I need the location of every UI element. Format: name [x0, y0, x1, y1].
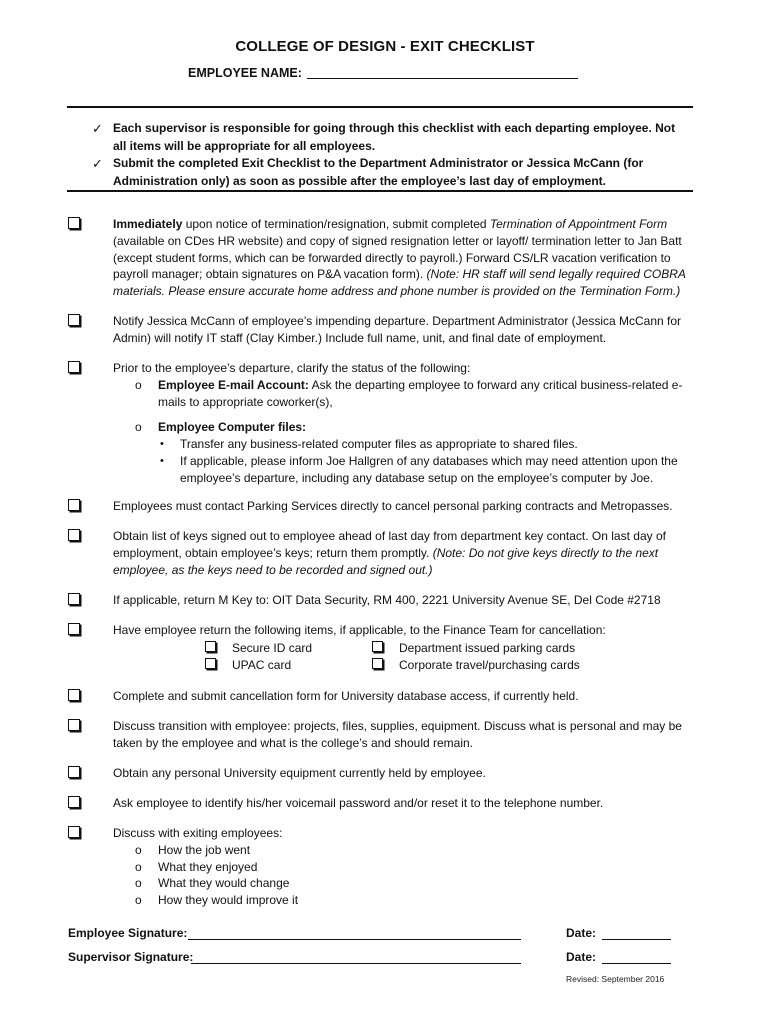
item-text: Obtain any personal University equipment currently held by employee.	[113, 766, 486, 780]
instruction-1	[92, 120, 682, 155]
checkbox-icon[interactable]	[68, 826, 80, 838]
sub-marker: o	[135, 842, 142, 857]
supervisor-date-label: Date:	[566, 950, 597, 964]
employee-name-label: EMPLOYEE NAME:	[188, 66, 302, 80]
sub-marker: o	[135, 893, 142, 908]
item-text: Discuss with exiting employees:	[113, 826, 283, 840]
sub-item-files	[113, 419, 700, 436]
checklist-item-voicemail	[68, 795, 700, 812]
cards-grid	[113, 639, 700, 673]
checkbox-icon[interactable]	[68, 314, 80, 326]
card-label: Corporate travel/purchasing cards	[399, 657, 580, 672]
item-text: Notify Jessica McCann of employee’s impending departure. Department Administrator (Jessica McCann for Admin) will notify IT staff (Clay Kimber.) Include full name, unit, and final date of employment.	[113, 314, 682, 345]
bullet-marker: •	[160, 438, 164, 451]
sub-item-label: Employee E-mail Account:	[158, 377, 309, 392]
point-text: How they would improve it	[158, 893, 299, 908]
supervisor-signature-label: Supervisor Signature:	[68, 950, 194, 964]
item-text: If applicable, return M Key to: OIT Data Security, RM 400, 2221 University Avenue SE, Del Code #2718	[113, 593, 661, 607]
checklist-item-termination	[68, 216, 700, 300]
checkbox-icon[interactable]	[68, 689, 80, 701]
checklist-item-equipment	[68, 765, 700, 782]
item-form-name: Termination of Appointment Form	[489, 217, 668, 231]
item-text: Complete and submit cancellation form for University database access, if currently held.	[113, 689, 579, 703]
checklist-item-return-items	[68, 622, 700, 673]
discussion-point	[113, 892, 700, 909]
item-text: Discuss transition with employee: projects, files, supplies, equipment. Discuss what is personal and may be taken by the employee and what is the college’s and should remain.	[113, 719, 682, 750]
checkbox-icon[interactable]	[68, 361, 80, 373]
card-label: Secure ID card	[232, 640, 313, 655]
checklist-item-keys	[68, 528, 700, 578]
card-label: UPAC card	[232, 657, 292, 672]
instruction-1-text: Each supervisor is responsible for going through this checklist with each departing employee. Not all items will be appropriate for all employees.	[113, 121, 676, 153]
employee-date-label: Date:	[566, 926, 597, 940]
checkbox-icon[interactable]	[68, 529, 80, 541]
employee-name-field[interactable]	[307, 78, 578, 79]
check-icon: ✓	[92, 156, 103, 171]
checkbox-icon[interactable]	[372, 658, 383, 669]
page-title: COLLEGE OF DESIGN - EXIT CHECKLIST	[235, 38, 535, 55]
item-text: Prior to the employee’s departure, clarify the status of the following:	[113, 361, 471, 375]
checkbox-icon[interactable]	[68, 499, 80, 511]
checkbox-icon[interactable]	[68, 217, 80, 229]
checklist-item-database-access	[68, 688, 700, 705]
sub-marker: o	[135, 420, 142, 435]
item-text: Employees must contact Parking Services directly to cancel personal parking contracts and Metropasses.	[113, 499, 673, 513]
checklist-item-notify	[68, 313, 700, 347]
bottom-divider	[67, 190, 693, 192]
checkbox-icon[interactable]	[68, 623, 80, 635]
checklist-item-parking	[68, 498, 700, 515]
checklist-item-m-key	[68, 592, 700, 609]
checklist-item-transition	[68, 718, 700, 752]
instructions	[92, 120, 682, 190]
employee-signature-field[interactable]	[188, 939, 521, 940]
check-icon: ✓	[92, 121, 103, 136]
bullet-marker: •	[160, 454, 164, 467]
instruction-2-text: Submit the completed Exit Checklist to the Department Administrator or Jessica McCann (for Administration only) as soon as possible after the employee’s last day of employment.	[113, 156, 644, 188]
bullet-item	[113, 436, 700, 453]
checkbox-icon[interactable]	[68, 766, 80, 778]
discussion-point	[113, 875, 700, 892]
bullet-text: If applicable, please inform Joe Hallgren of any databases which may need attention upon the employee’s departure, including any database setup on the employee’s computer by Joe.	[180, 453, 678, 485]
sub-marker: o	[135, 876, 142, 891]
revision-date: Revised: September 2016	[566, 974, 665, 984]
checkbox-icon[interactable]	[68, 719, 80, 731]
instruction-2	[92, 155, 682, 190]
supervisor-signature-field[interactable]	[191, 963, 521, 964]
point-text: What they enjoyed	[158, 859, 258, 874]
sub-marker: o	[135, 859, 142, 874]
sub-item-text: Ask the departing employee to forward any critical business-related e-mails to appropriate coworker(s),	[158, 377, 683, 409]
employee-signature-label: Employee Signature:	[68, 926, 188, 940]
checkbox-icon[interactable]	[205, 658, 216, 669]
sub-marker: o	[135, 377, 142, 392]
point-text: What they would change	[158, 876, 290, 891]
item-text: Ask employee to identify his/her voicemail password and/or reset it to the telephone number.	[113, 796, 604, 810]
item-text: Have employee return the following items, if applicable, to the Finance Team for cancellation:	[113, 623, 606, 637]
sub-item-email	[113, 377, 700, 411]
checklist-item-clarify-status	[68, 360, 700, 487]
discussion-point	[113, 842, 700, 859]
item-text: Obtain list of keys signed out to employee ahead of last day from department key contact. On last day of employment, obtain employee’s keys; return them promptly.	[113, 529, 666, 560]
card-label: Department issued parking cards	[399, 640, 576, 655]
item-note: (Note: HR staff will send legally required COBRA materials. Please ensure accurate home address and phone number is provided on the Termination Form.)	[113, 267, 686, 299]
sub-item-label: Employee Computer files:	[158, 420, 307, 435]
checkbox-icon[interactable]	[68, 593, 80, 605]
item-emphasis: Immediately	[113, 217, 183, 231]
bullet-item	[113, 453, 700, 487]
checkbox-icon[interactable]	[205, 641, 216, 652]
checkbox-icon[interactable]	[372, 641, 383, 652]
bullet-text: Transfer any business-related computer files as appropriate to shared files.	[180, 437, 578, 452]
top-divider	[67, 106, 693, 108]
point-text: How the job went	[158, 842, 251, 857]
supervisor-date-field[interactable]	[602, 963, 671, 964]
item-text: (available on CDes HR website) and copy of signed resignation letter or layoff/ termination letter to Jan Batt (except student forms, which can be forwarded directly to payroll.) Forward CS/LR vacation verification to payroll manager; obtain signatures on P&A vacation form).	[113, 233, 682, 282]
item-text: upon notice of termination/resignation, submit completed	[182, 217, 490, 231]
employee-date-field[interactable]	[602, 939, 671, 940]
discussion-point	[113, 859, 700, 876]
item-note: (Note: Do not give keys directly to the next employee, as the keys need to be recorded and signed out.)	[113, 545, 659, 577]
checklist-item-exit-discussion	[68, 825, 700, 909]
checkbox-icon[interactable]	[68, 796, 80, 808]
